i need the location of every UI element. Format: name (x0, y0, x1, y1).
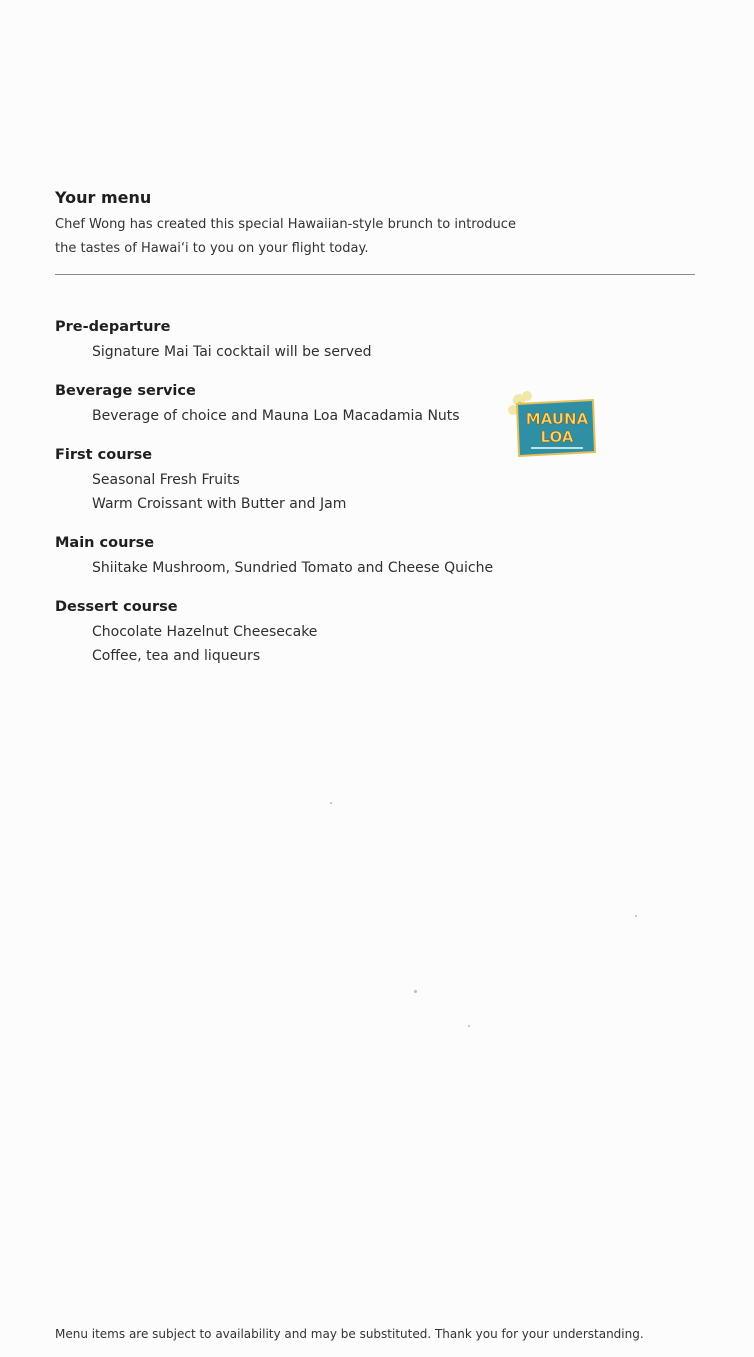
section-items (55, 340, 695, 364)
section-main-course (55, 532, 695, 580)
section-heading: Pre-departure (55, 319, 171, 335)
logo-text-line-1: MAUNA (525, 410, 589, 428)
section-items (55, 404, 695, 428)
menu-item: Shiitake Mushroom, Sundried Tomato and Cheese Quiche (92, 560, 494, 576)
section-heading: Dessert course (55, 599, 178, 615)
menu-description-line-2: the tastes of Hawai‘i to you on your flight today. (55, 241, 369, 256)
menu-title: Your menu (55, 188, 152, 207)
menu-item: Coffee, tea and liqueurs (92, 648, 261, 664)
menu-description-line-1: Chef Wong has created this special Hawaiian-style brunch to introduce (55, 217, 516, 232)
mauna-loa-logo (505, 390, 597, 462)
section-first-course (55, 444, 695, 516)
paper-speck (414, 990, 417, 993)
menu-item: Signature Mai Tai cocktail will be served (92, 344, 372, 360)
section-beverage-service (55, 380, 695, 428)
section-dessert-course (55, 596, 695, 668)
logo-text-line-2: LOA (540, 428, 574, 446)
section-items (55, 468, 695, 516)
section-pre-departure (55, 316, 695, 364)
paper-speck (468, 1025, 470, 1027)
menu-item: Warm Croissant with Butter and Jam (92, 496, 347, 512)
divider (55, 274, 695, 275)
section-heading: First course (55, 447, 153, 463)
section-items (55, 620, 695, 668)
menu-item: Chocolate Hazelnut Cheesecake (92, 624, 318, 640)
footer-note: Menu items are subject to availability and may be substituted. Thank you for your understanding. (55, 1327, 644, 1341)
menu-item: Seasonal Fresh Fruits (92, 472, 240, 488)
section-heading: Main course (55, 535, 155, 551)
paper-speck (635, 915, 637, 917)
paper-speck (330, 802, 332, 804)
section-items (55, 556, 695, 580)
menu-sections (55, 316, 695, 684)
logo-tagline-mark (531, 447, 583, 449)
menu-description (55, 213, 575, 261)
section-heading: Beverage service (55, 383, 196, 399)
menu-item: Beverage of choice and Mauna Loa Macadamia Nuts (92, 408, 460, 424)
menu-intro (55, 188, 695, 261)
